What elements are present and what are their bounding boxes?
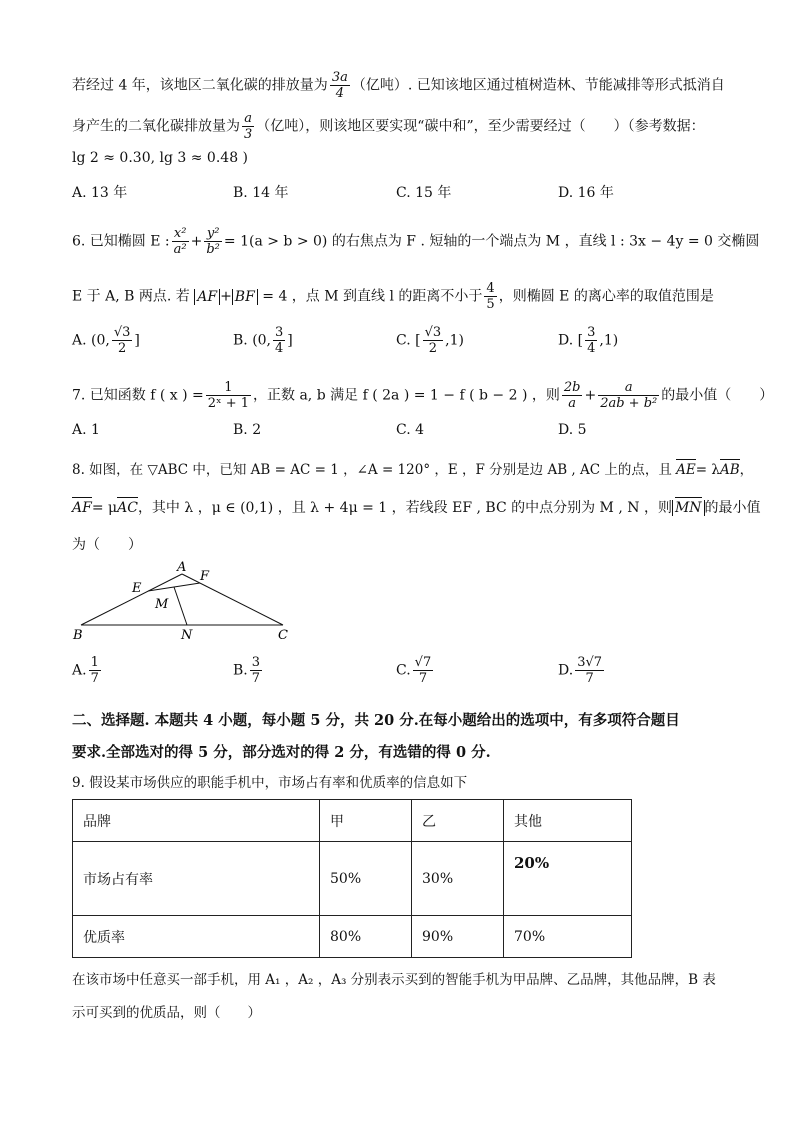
table-cell: 80% (320, 916, 412, 958)
q5-option-c[interactable]: C. 15 年 (396, 185, 452, 201)
q8-vector-mn: MN (674, 500, 702, 516)
table-cell: 20% (504, 842, 632, 916)
q6-option-d[interactable]: D. [ $\frac{3}{4}$ ,1) (558, 325, 619, 356)
segment-mn (174, 587, 187, 625)
table-cell: 90% (412, 916, 504, 958)
q9-after-line-2: 示可买到的优质品，则（ ） (72, 1005, 261, 1021)
label-b: B (73, 628, 83, 643)
table-header-cell: 其他 (504, 800, 632, 842)
table-cell: 30% (412, 842, 504, 916)
q6-line-1: 6. 已知椭圆 E : $\frac{\text{x²}}{\text{a²}}$ + $\frac{\text{y²}}{\text{b²}}$ = 1(a > b > 0) 的右焦点为 F . 短轴的一个端点为 M ，直线 l : 3x − 4y = 0 交椭圆 (72, 226, 760, 257)
q8-option-b[interactable]: B. $\frac{3}{7}$ (233, 655, 261, 686)
table-cell: 70% (504, 916, 632, 958)
q6-option-a[interactable]: A. (0, $\frac{√3}{2}$ ] (72, 325, 140, 356)
q8-option-a[interactable]: A. $\frac{1}{7}$ (72, 655, 99, 686)
table-header-cell: 品牌 (73, 800, 320, 842)
q8-line-1: 8. 如图，在 ▽ABC 中，已知 AB = AC = 1 ，∠A = 120° ，E ，F 分别是边 AB , AC 上的点，且 AE= λAB， (72, 462, 754, 478)
q5-option-b[interactable]: B. 14 年 (233, 185, 289, 201)
q6-option-c[interactable]: C. [ $\frac{√3}{2}$ ,1) (396, 325, 464, 356)
q5-text: （亿吨），则该地区要实现“碳中和”，至少需要经过（ ）（参考数据： (256, 118, 705, 135)
q7-option-a[interactable]: A. 1 (72, 422, 100, 438)
table-header-cell: 乙 (412, 800, 504, 842)
q7-line-1: 7. 已知函数 f ( x ) = $\frac{1}{\text{2ˣ + 1}}$ ，正数 a, b 满足 f ( 2a ) = 1 − f ( b − 2 ) ，则 $\frac{2b}{a}$ + $\frac{a}{\text{2ab + b²}}$ 的最小值（ ） (72, 380, 774, 411)
section-2-heading-line-2: 要求.全部选对的得 5 分，部分选对的得 2 分，有选错的得 0 分. (72, 744, 491, 761)
q6-abs-af: AF (194, 289, 220, 305)
q8-line-3: 为（ ） (72, 537, 142, 553)
q5-line-1 (72, 70, 725, 101)
q8-vector-af: AF (72, 500, 92, 516)
label-m: M (155, 597, 169, 612)
table-cell: 50% (320, 842, 412, 916)
q9-market-table (72, 799, 632, 958)
q5-text: （亿吨）. 已知该地区通过植树造林、节能减排等形式抵消自 (351, 77, 725, 94)
q6-abs-bf: BF (232, 289, 258, 305)
table-header-cell: 甲 (320, 800, 412, 842)
q6-fraction-x2-a2: $\frac{\text{x²}}{\text{a²}}$ (173, 226, 187, 257)
q8-option-d[interactable]: D. $\frac{3√7}{7}$ (558, 655, 603, 686)
q5-fraction-a-3: $\frac{a}{3}$ (244, 111, 253, 142)
label-e: E (132, 581, 142, 596)
label-n: N (181, 628, 193, 643)
table-header-row (73, 800, 632, 842)
q7-option-c[interactable]: C. 4 (396, 422, 425, 438)
q6-fraction-4-5: $\frac{4}{5}$ (486, 281, 495, 312)
q5-option-d[interactable]: D. 16 年 (558, 185, 614, 201)
table-row (73, 842, 632, 916)
section-2-heading-line-1: 二、选择题. 本题共 4 小题，每小题 5 分，共 20 分.在每小题给出的选项中，有多项符合题目 (72, 712, 680, 729)
q8-triangle-figure (70, 560, 300, 645)
q5-line-2 (72, 111, 705, 142)
segment-ac (182, 574, 283, 625)
q7-fraction-2b-a: $\frac{2b}{a}$ (563, 380, 581, 411)
q6-option-b[interactable]: B. (0, $\frac{3}{4}$ ] (233, 325, 293, 356)
q5-text: 若经过 4 年，该地区二氧化碳的排放量为 (72, 77, 328, 94)
q9-after-line-1: 在该市场中任意买一部手机，用 A₁ ，A₂ ，A₃ 分别表示买到的智能手机为甲品牌、乙品牌，其他品牌，B 表 (72, 972, 716, 988)
q5-line-3: lg 2 ≈ 0.30, lg 3 ≈ 0.48 ) (72, 150, 249, 166)
q8-option-c[interactable]: C. $\frac{√7}{7}$ (396, 655, 432, 686)
table-cell: 优质率 (73, 916, 320, 958)
label-f: F (200, 569, 210, 584)
q5-option-a[interactable]: A. 13 年 (72, 185, 128, 201)
q5-fraction-3a-4: $\frac{3a}{4}$ (331, 70, 348, 101)
label-a: A (177, 560, 187, 575)
q8-vector-ae: AE (676, 462, 696, 478)
q7-fraction-a-2ab-b2: $\frac{a}{\text{2ab + b²}}$ (600, 380, 658, 411)
table-cell: 市场占有率 (73, 842, 320, 916)
q8-vector-ab: AB (719, 462, 740, 478)
q7-option-b[interactable]: B. 2 (233, 422, 262, 438)
q5-text: 身产生的二氧化碳排放量为 (72, 118, 240, 135)
table-row (73, 916, 632, 958)
q6-fraction-y2-b2: $\frac{\text{y²}}{\text{b²}}$ (206, 226, 220, 257)
q6-line-2: E 于 A, B 两点. 若 AF + BF = 4 ，点 M 到直线 l 的距离不小于 $\frac{4}{5}$ ，则椭圆 E 的离心率的取值范围是 (72, 281, 714, 312)
q8-vector-ac: AC (117, 500, 138, 516)
q8-line-2: AF= μAC，其中 λ ，μ ∈ (0,1) ，且 λ + 4μ = 1 ，若线段 EF , BC 的中点分别为 M , N ，则 MN 的最小值 (72, 500, 761, 516)
label-c: C (278, 628, 288, 643)
q7-option-d[interactable]: D. 5 (558, 422, 587, 438)
q9-intro: 9. 假设某市场供应的职能手机中，市场占有率和优质率的信息如下 (72, 775, 468, 791)
q7-fraction-f: $\frac{1}{\text{2ˣ + 1}}$ (207, 380, 250, 411)
